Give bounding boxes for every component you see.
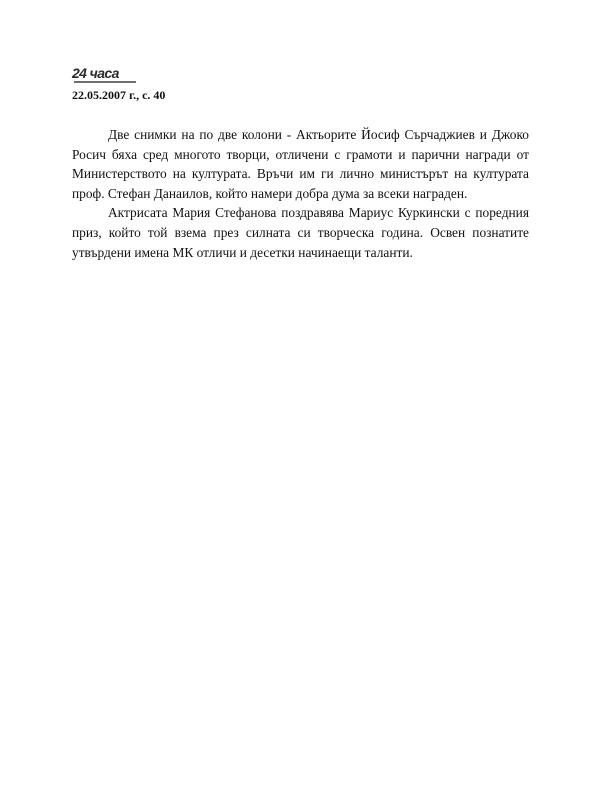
article-paragraph: Актрисата Мария Стефанова поздравява Мариус Куркински с поредния приз, който той взема през силната си творческа година. Освен познатите утвърдени имена МК отличи и десетки начинаещи таланти.: [72, 205, 529, 260]
newspaper-logo: [72, 66, 136, 84]
newspaper-logo-text: 24 часа: [72, 65, 119, 81]
logo-underline: [74, 81, 136, 83]
article-paragraph: Две снимки на по две колони - Актьорите Йосиф Сърчаджиев и Джоко Росич бяха сред многото творци, отличени с грамоти и парични награди от Министерството на културата. Връчи им ги лично министърът на културата проф. Стефан Данаилов, който намери добра дума за всеки награден.: [72, 127, 529, 201]
article-body: [72, 125, 529, 262]
publication-date-page: 22.05.2007 г., с. 40: [72, 88, 166, 102]
